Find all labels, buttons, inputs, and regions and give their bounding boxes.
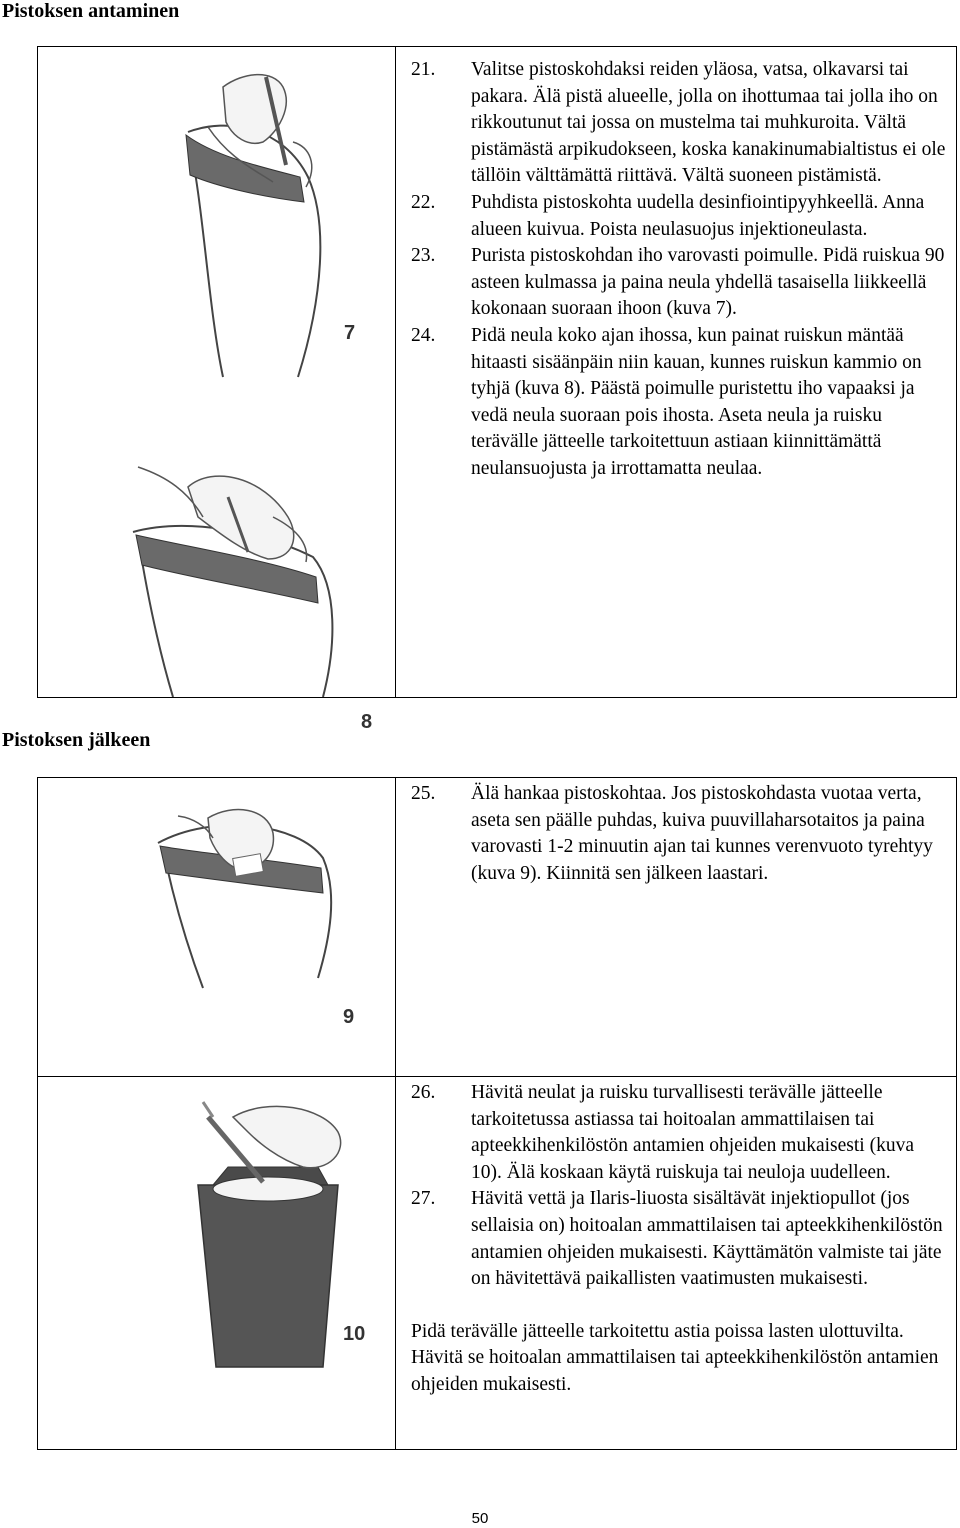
figure-10-label: 10 — [343, 1323, 366, 1345]
step-number: 25. — [411, 783, 436, 804]
step-text: Hävitä vettä ja Ilaris-liuosta sisältävät injektiopullot (jos sellaisia on) hoitoalan ammattilaisen tai apteekkihenkilöstön antamien ohjeiden mukaisesti. Käyttämätön valmiste tai jäte on hävitettävä paikallisten vaatimusten mukaisesti. — [471, 1188, 943, 1290]
swab-press-illustration — [38, 778, 395, 1076]
section-heading-after-injection: Pistoksen jälkeen — [2, 729, 151, 751]
step-text: Älä hankaa pistoskohtaa. Jos pistoskohdasta vuotaa verta, aseta sen päälle puhdas, kuiva puuvillaharsotaitos ja paina varovasti 1-2 minuutin ajan tai kunnes verenvuoto tyrehtyy (kuva 9). Kiinnitä sen jälkeen laastari. — [471, 783, 933, 884]
instruction-box-disposal — [37, 1076, 957, 1450]
instruction-text-cell — [411, 1080, 947, 1399]
figure-9-label: 9 — [343, 1006, 355, 1028]
illustration-cell — [38, 47, 396, 733]
step-number: 24. — [411, 324, 436, 346]
instruction-box-injection — [37, 46, 957, 733]
instruction-text-cell — [411, 781, 947, 887]
step-text: Purista pistoskohdan iho varovasti poimulle. Pidä ruiskua 90 asteen kulmassa ja paina neula yhdellä tasaisella liikkeellä kokonaan suoraan ihoon (kuva 7). — [471, 245, 945, 320]
section-heading-administration: Pistoksen antaminen — [2, 0, 180, 22]
step-24 — [411, 323, 947, 483]
instruction-box-after-injection — [37, 777, 957, 1077]
step-22 — [411, 190, 947, 243]
page-number: 50 — [471, 1510, 489, 1527]
step-27 — [411, 1186, 947, 1292]
step-number: 21. — [411, 59, 436, 80]
step-21 — [411, 57, 947, 190]
step-text: Puhdista pistoskohta uudella desinfiointipyyhkeellä. Anna alueen kuivua. Poista neulasuojus injektioneulasta. — [471, 191, 925, 240]
step-text: Valitse pistoskohdaksi reiden yläosa, vatsa, olkavarsi tai pakara. Älä pistä alueelle, jolla on ihottumaa tai jolla iho on rikkoutunut tai jossa on mustelma tai muhkuroita. Vältä pistämästä arpikudokseen, koska kanakinumabialtistus ei ole tällöin välttämättä riittävä. Vältä suoneen pistämistä. — [471, 59, 946, 187]
thigh-injection-illustration — [38, 47, 395, 697]
step-text: Pidä neula koko ajan ihossa, kun painat ruiskun mäntää hitaasti sisäänpäin niin kauan, kunnes ruiskun kammio on tyhjä (kuva 8). Päästä poimulle puristettu iho vapaaksi ja vedä neula suoraan pois ihosta. Aseta neula ja ruisku terävälle jätteelle tarkoitettuun astiaan kiinnittämättä neulansuojusta ja irrottamatta neulaa. — [471, 324, 922, 479]
step-number: 23. — [411, 245, 436, 267]
illustration-cell — [38, 778, 396, 1076]
step-number: 22. — [411, 191, 436, 213]
figure-7-label: 7 — [344, 322, 356, 344]
disposal-note: Pidä terävälle jätteelle tarkoitettu astia poissa lasten ulottuvilta. Hävitä se hoitoalan ammattilaisen tai apteekkihenkilöstön antamien ohjeiden mukaisesti. — [411, 1320, 939, 1395]
step-26 — [411, 1080, 947, 1186]
step-number: 27. — [411, 1188, 436, 1210]
step-number: 26. — [411, 1082, 436, 1103]
sharps-container-illustration — [38, 1077, 395, 1449]
step-23 — [411, 243, 947, 323]
illustration-cell — [38, 1077, 396, 1449]
step-text: Hävitä neulat ja ruisku turvallisesti terävälle jätteelle tarkoitetussa astiassa tai hoitoalan ammattilaisen tai apteekkihenkilöstön antamien ohjeiden mukaisesti (kuva 10). Älä koskaan käytä ruiskuja tai neuloja uudelleen. — [471, 1082, 914, 1183]
figure-8-label: 8 — [361, 711, 373, 733]
instruction-text-cell — [411, 57, 947, 483]
step-25 — [411, 781, 947, 887]
